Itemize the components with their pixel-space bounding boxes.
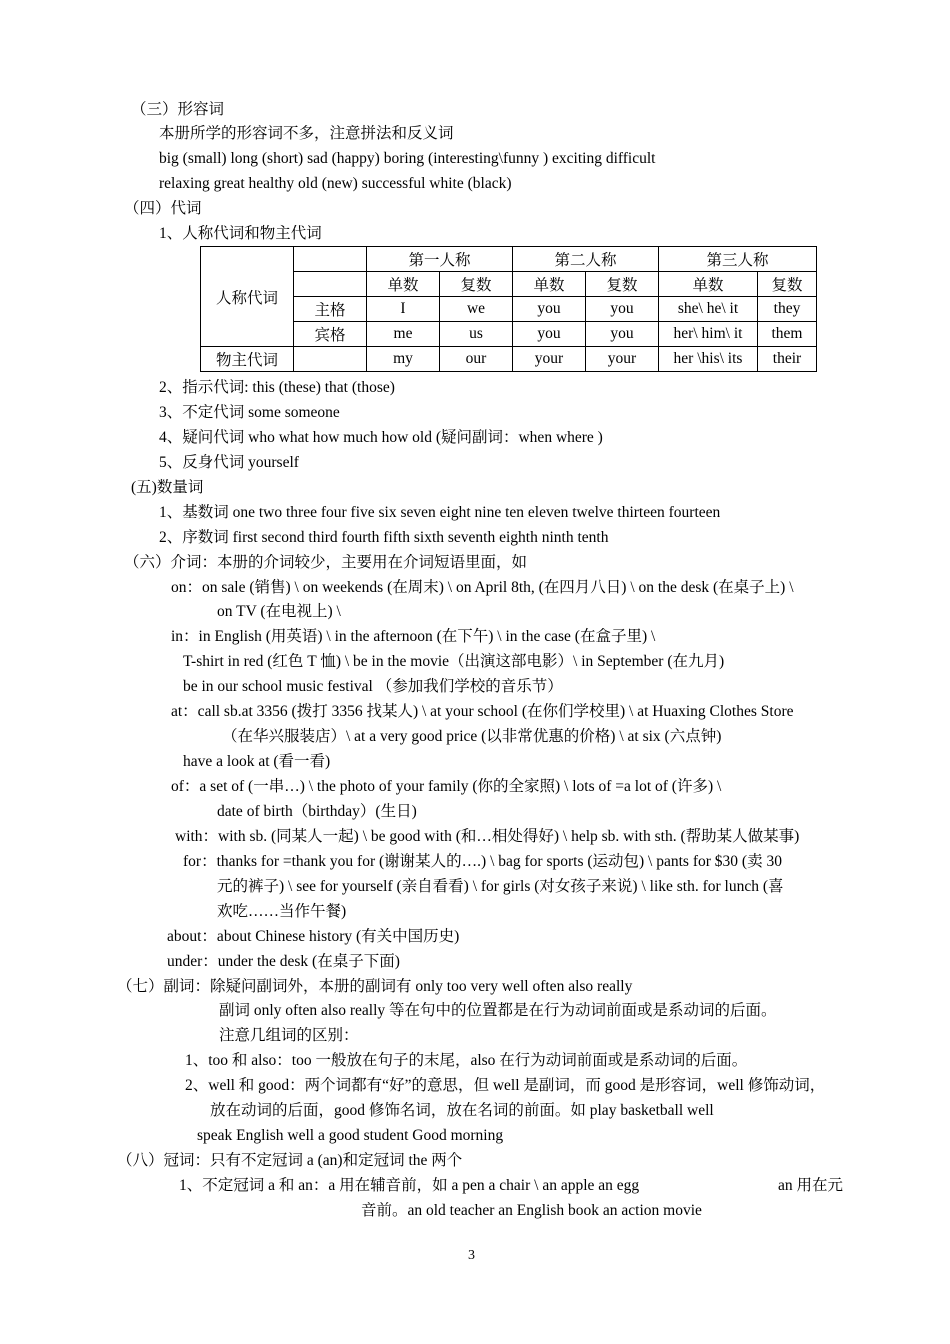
text-line: for：thanks for =thank you for (谢谢某人的….) \ bag for sports (运动包) \ pants for $30 (卖 30 [183,853,782,870]
table-row [201,322,817,347]
table-cell: you [586,297,659,322]
text-line: 1、人称代词和物主代词 [159,225,322,242]
table-cell-header: 单数 [513,272,586,297]
table-cell [294,272,367,297]
table-cell-label: 宾格 [294,322,367,347]
table-cell-header: 单数 [367,272,440,297]
text-line: 5、反身代词 yourself [159,454,299,471]
table-cell: you [586,322,659,347]
text-line: 3、不定代词 some someone [159,404,340,421]
text-line: with：with sb. (同某人一起) \ be good with (和…相处得好) \ help sb. with sth. (帮助某人做某事) [175,828,800,845]
text-line: 1、too 和 also：too 一般放在句子的末尾，also 在行为动词前面或是系动词的后面。 [185,1052,748,1069]
text-line: big (small) long (short) sad (happy) boring (interesting\funny ) exciting difficult [159,150,656,167]
table-cell: her \his\ its [659,347,758,372]
text-line: 副词 only often also really 等在句中的位置都是在行为动词前面或是系动词的后面。 [219,1002,777,1019]
table-cell: they [758,297,817,322]
text-line: on：on sale (销售) \ on weekends (在周末) \ on April 8th, (在四月八日) \ on the desk (在桌子上) \ [171,579,794,596]
text-line: 2、序数词 first second third fourth fifth sixth seventh eighth ninth tenth [159,529,609,546]
table-cell: your [586,347,659,372]
text-line: relaxing great healthy old (new) successful white (black) [159,175,512,192]
text-line: 音前。an old teacher an English book an action movie [361,1202,702,1219]
table-cell: her\ him\ it [659,322,758,347]
text-line: 1、基数词 one two three four five six seven eight nine ten eleven twelve thirteen fourteen [159,504,721,521]
text-line: 4、疑问代词 who what how much how old (疑问副词：when where ) [159,429,603,446]
table-row [201,247,817,272]
table-cell [294,247,367,272]
table-cell-header: 单数 [659,272,758,297]
text-line: 1、不定冠词 a 和 an：a 用在辅音前，如 a pen a chair \ an apple an egg [179,1177,640,1194]
table-cell: you [513,297,586,322]
text-line: speak English well a good student Good morning [197,1127,504,1144]
table-cell: she\ he\ it [659,297,758,322]
table-cell: you [513,322,586,347]
heading-pronouns: （四）代词 [124,200,202,217]
table-cell-header: 复数 [440,272,513,297]
text-line: be in our school music festival （参加我们学校的音乐节） [183,678,563,695]
text-line: 元的裤子) \ see for yourself (亲自看看) \ for girls (对女孩子来说) \ like sth. for lunch (喜 [217,878,784,895]
table-cell: we [440,297,513,322]
page-number: 3 [468,1248,475,1263]
table-cell-header: 物主代词 [201,347,294,372]
text-line: under：under the desk (在桌子下面) [167,953,400,970]
text-line: 本册所学的形容词不多，注意拼法和反义词 [159,125,454,142]
table-cell [294,347,367,372]
text-line: 放在动词的后面，good 修饰名词，放在名词的前面。如 play basketball well [210,1102,714,1119]
heading-adverbs: （七）副词：除疑问副词外，本册的副词有 only too very well often also really [117,978,633,995]
table-cell: your [513,347,586,372]
table-cell-header: 复数 [586,272,659,297]
table-cell: I [367,297,440,322]
table-row [201,297,817,322]
pronoun-table [200,246,817,372]
table-cell-header: 复数 [758,272,817,297]
text-line: about：about Chinese history (有关中国历史) [167,928,460,945]
table-cell: our [440,347,513,372]
table-cell: them [758,322,817,347]
heading-articles: （八）冠词：只有不定冠词 a (an)和定冠词 the 两个 [117,1152,463,1169]
table-cell-header: 人称代词 [201,247,294,347]
table-cell-header: 第一人称 [367,247,513,272]
table-cell: me [367,322,440,347]
heading-prepositions: （六）介词：本册的介词较少，主要用在介词短语里面，如 [124,554,528,571]
text-line: of：a set of (一串…) \ the photo of your family (你的全家照) \ lots of =a lot of (许多) \ [171,778,722,795]
text-line: T-shirt in red (红色 T 恤) \ be in the movie（出演这部电影）\ in September (在九月) [183,653,725,670]
text-line: 注意几组词的区别： [219,1027,359,1044]
text-line: have a look at (看一看) [183,753,331,770]
text-line: on TV (在电视上) \ [217,603,341,620]
text-line: in：in English (用英语) \ in the afternoon (在下午) \ in the case (在盒子里) \ [171,628,656,645]
text-line: 2、指示代词: this (these) that (those) [159,379,395,396]
text-line: 欢吃……当作午餐) [217,903,347,920]
table-cell: their [758,347,817,372]
text-line: （在华兴服装店）\ at a very good price (以非常优惠的价格) \ at six (六点钟) [222,728,722,745]
table-cell-header: 第三人称 [659,247,817,272]
table-cell-header: 第二人称 [513,247,659,272]
heading-adjectives: （三）形容词 [131,101,225,118]
text-line: at：call sb.at 3356 (拨打 3356 找某人) \ at your school (在你们学校里) \ at Huaxing Clothes Store [171,703,794,720]
text-line: 2、well 和 good：两个词都有“好”的意思，但 well 是副词，而 good 是形容词，well 修饰动词， [185,1077,826,1094]
table-cell: us [440,322,513,347]
text-line: an 用在元 [778,1177,844,1194]
table-row [201,272,817,297]
table-row [201,347,817,372]
table-cell-label: 主格 [294,297,367,322]
text-line: date of birth（birthday）(生日) [217,803,417,820]
heading-numerals: (五)数量词 [131,479,204,496]
table-cell: my [367,347,440,372]
